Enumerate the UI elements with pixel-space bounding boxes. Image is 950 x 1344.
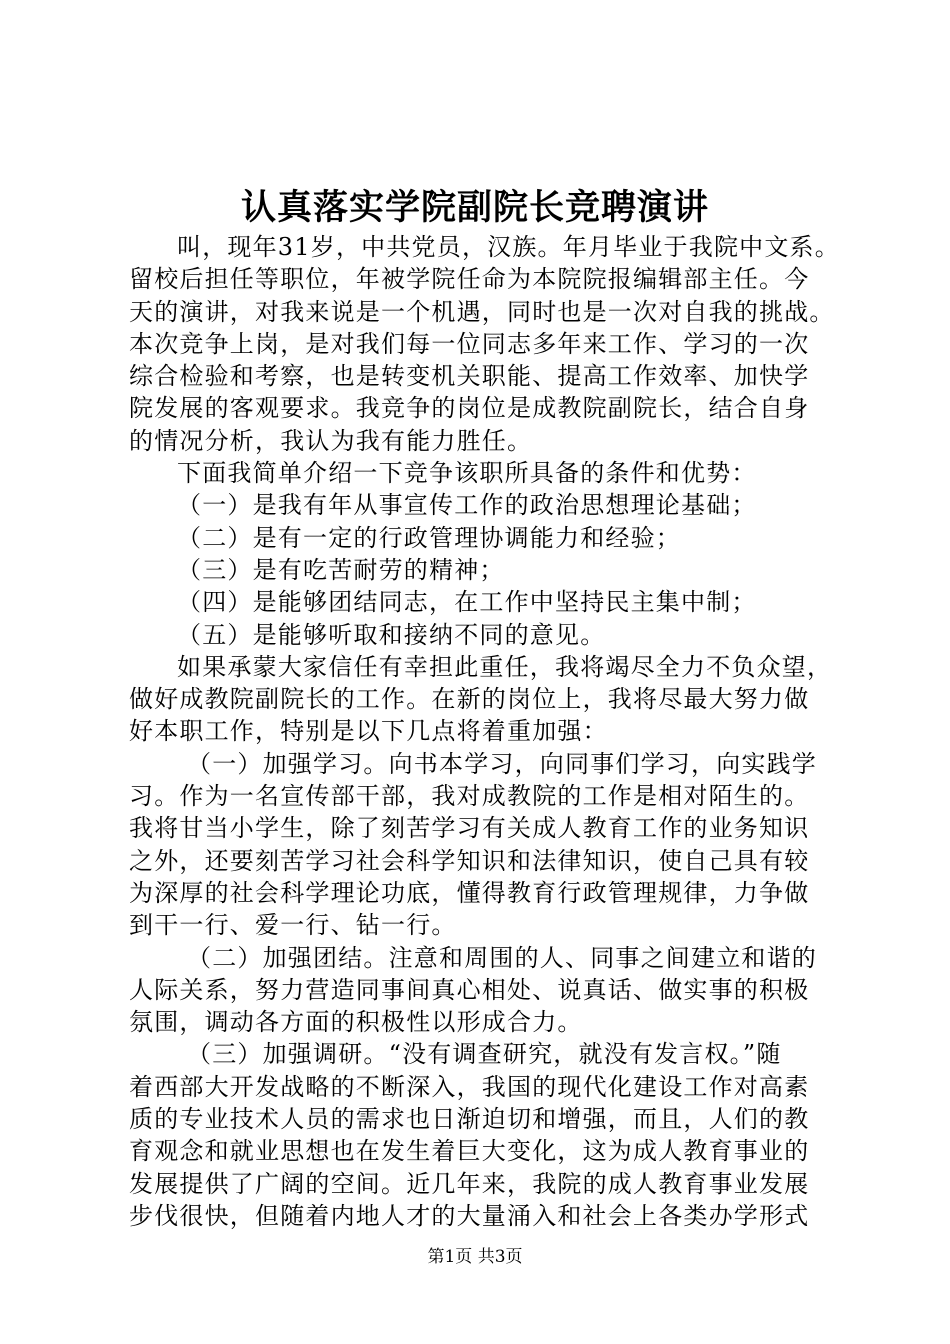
text-line: 育观念和就业思想也在发生着巨大变化，这为成人教育事业的	[129, 1137, 810, 1166]
text-line: 本次竞争上岗，是对我们每一位同志多年来工作、学习的一次	[129, 329, 810, 358]
text-line: （二）加强团结。注意和周围的人、同事之间建立和谐的	[187, 943, 817, 972]
list-item: （一）是我有年从事宣传工作的政治思想理论基础；	[177, 491, 757, 520]
list-item: （五）是能够听取和接纳不同的意见。	[177, 620, 606, 649]
text-line: 叫，现年31岁，中共党员，汉族。年月毕业于我院中文系。	[177, 233, 840, 261]
list-item: （四）是能够团结同志，在工作中坚持民主集中制；	[177, 588, 757, 617]
text-line: 习。作为一名宣传部干部，我对成教院的工作是相对陌生的。	[129, 782, 810, 811]
text-line: 到干一行、爱一行、钻一行。	[129, 911, 457, 940]
text-line: 步伐很快，但随着内地人才的大量涌入和社会上各类办学形式	[129, 1201, 810, 1230]
text-line: 着西部大开发战略的不断深入，我国的现代化建设工作对高素	[129, 1072, 810, 1101]
page-indicator: 第1页 共3页	[427, 1247, 523, 1267]
text-line: （一）加强学习。向书本学习，向同事们学习，向实践学	[187, 749, 817, 778]
document-body	[129, 231, 845, 1232]
text-line: 为深厚的社会科学理论功底，懂得教育行政管理规律，力争做	[129, 878, 810, 907]
text-line: 院发展的客观要求。我竞争的岗位是成教院副院长，结合自身	[129, 394, 810, 423]
text-line: 质的专业技术人员的需求也日渐迫切和增强，而且，人们的教	[129, 1105, 810, 1134]
list-item: （三）是有吃苦耐劳的精神；	[177, 555, 505, 584]
text-line: （三）加强调研。“没有调查研究，就没有发言权。”随	[187, 1040, 782, 1069]
text-line: 人际关系，努力营造同事间真心相处、说真话、做实事的积极	[129, 975, 810, 1004]
text-line: 发展提供了广阔的空间。近几年来，我院的成人教育事业发展	[129, 1169, 810, 1198]
text-line: 下面我简单介绍一下竞争该职所具备的条件和优势：	[177, 459, 757, 488]
text-line: 我将甘当小学生，除了刻苦学习有关成人教育工作的业务知识	[129, 814, 810, 843]
list-item: （二）是有一定的行政管理协调能力和经验；	[177, 523, 681, 552]
document-title: 认真落实学院副院长竞聘演讲	[240, 187, 709, 228]
text-line: 的情况分析，我认为我有能力胜任。	[129, 426, 533, 455]
text-line: 留校后担任等职位，年被学院任命为本院院报编辑部主任。今	[129, 265, 810, 294]
text-line: 天的演讲，对我来说是一个机遇，同时也是一次对自我的挑战。	[129, 297, 835, 326]
text-line: 做好成教院副院长的工作。在新的岗位上，我将尽最大努力做	[129, 685, 810, 714]
text-line: 好本职工作，特别是以下几点将着重加强：	[129, 717, 608, 746]
text-line: 如果承蒙大家信任有幸担此重任，我将竭尽全力不负众望，	[177, 652, 833, 681]
text-line: 综合检验和考察，也是转变机关职能、提高工作效率、加快学	[129, 362, 810, 391]
text-line: 之外，还要刻苦学习社会科学知识和法律知识，使自己具有较	[129, 846, 810, 875]
text-line: 氛围，调动各方面的积极性以形成合力。	[129, 1008, 583, 1037]
